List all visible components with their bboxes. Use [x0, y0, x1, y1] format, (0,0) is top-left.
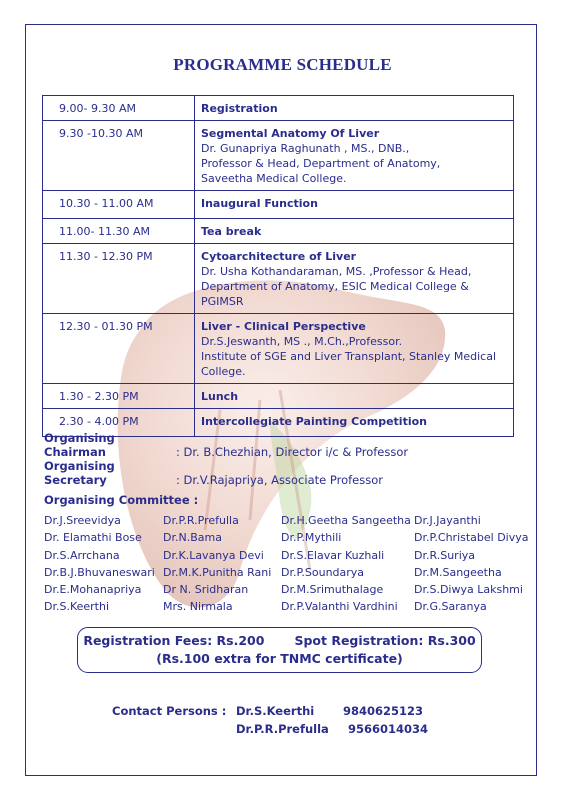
fees-line: [78, 632, 481, 650]
committee-member: Dr.E.Mohanapriya: [44, 583, 142, 597]
contact-label: Contact Persons :: [112, 704, 227, 718]
secretary-value: : Dr.V.Rajapriya, Associate Professor: [176, 473, 383, 487]
page-title: PROGRAMME SCHEDULE: [173, 55, 392, 74]
contact-name: Dr.P.R.Prefulla: [236, 722, 329, 736]
schedule-row: [43, 314, 514, 384]
event-title: Liver - Clinical Perspective: [201, 320, 366, 333]
schedule-event: [195, 314, 514, 384]
schedule-row: [43, 244, 514, 314]
fees-box: [77, 627, 482, 673]
committee-member: Dr.P.Valanthi Vardhini: [281, 600, 398, 614]
contact-name: Dr.S.Keerthi: [236, 704, 315, 718]
committee-member: Dr.G.Saranya: [414, 600, 487, 614]
contact-phone: 9840625123: [343, 704, 424, 718]
schedule-time: 11.00- 11.30 AM: [43, 219, 195, 244]
committee-member: Dr.P.R.Prefulla: [163, 514, 239, 527]
organising-chairman: [44, 431, 408, 459]
committee-member: Dr. Elamathi Bose: [44, 531, 142, 545]
schedule-event: [195, 219, 514, 244]
schedule-row: [43, 191, 514, 219]
schedule-time: 9.30 -10.30 AM: [43, 121, 195, 191]
event-detail: Dr.S.Jeswanth, MS ., M.Ch.,Professor.: [201, 335, 403, 348]
committee-member: Dr N. Sridharan: [163, 583, 249, 597]
event-title: Cytoarchitecture of Liver: [201, 250, 357, 263]
committee-column: [414, 512, 529, 616]
schedule-event: [195, 121, 514, 191]
committee-member: Dr.S.Keerthi: [44, 600, 110, 614]
event-title: Segmental Anatomy Of Liver: [201, 127, 380, 140]
committee-member: Dr.J.Jayanthi: [414, 514, 481, 527]
committee-column: [281, 512, 411, 616]
committee-member: Dr.N.Bama: [163, 531, 222, 545]
event-detail: Department of Anatomy, ESIC Medical College & PGIMSR: [201, 280, 469, 308]
event-detail: Institute of SGE and Liver Transplant, Stanley Medical College.: [201, 350, 497, 378]
committee-member: Dr.M.Sangeetha: [414, 565, 502, 579]
committee-member: Dr.S.Elavar Kuzhali: [281, 548, 385, 562]
schedule-row: [43, 219, 514, 244]
committee-member: Mrs. Nirmala: [163, 600, 233, 614]
committee-member: Dr.B.J.Bhuvaneswari: [44, 565, 155, 579]
event-detail: Saveetha Medical College.: [201, 172, 347, 185]
event-title: Intercollegiate Painting Competition: [201, 415, 427, 428]
committee-column: [163, 512, 271, 616]
chairman-value: : Dr. B.Chezhian, Director i/c & Professor: [176, 445, 409, 459]
spot-registration-fee: Spot Registration: Rs.300: [294, 633, 476, 648]
committee-member: Dr.S.Diwya Lakshmi: [414, 583, 523, 597]
event-title: Inaugural Function: [201, 197, 318, 210]
organising-secretary: [44, 459, 383, 487]
event-detail: Dr. Usha Kothandaraman, MS. ,Professor & Head,: [201, 265, 472, 278]
contact-phone: 9566014034: [348, 722, 429, 736]
schedule-time: 9.00- 9.30 AM: [43, 96, 195, 121]
committee-member: Dr.J.Sreevidya: [44, 514, 121, 527]
committee-member: Dr.R.Suriya: [414, 548, 476, 562]
committee-title: Organising Committee :: [44, 493, 199, 507]
event-title: Registration: [201, 102, 278, 115]
registration-fee: Registration Fees: Rs.200: [83, 633, 265, 648]
schedule-time: 2.30 - 4.00 PM: [43, 409, 195, 437]
committee-column: [44, 512, 155, 616]
committee-member: Dr.M.K.Punitha Rani: [163, 565, 272, 579]
schedule-event: [195, 244, 514, 314]
schedule-time: 12.30 - 01.30 PM: [43, 314, 195, 384]
committee-member: Dr.P.Mythili: [281, 531, 342, 545]
schedule-table: [42, 95, 514, 437]
event-title: Lunch: [201, 390, 239, 403]
event-detail: Dr. Gunapriya Raghunath , MS., DNB.,: [201, 142, 410, 155]
schedule-time: 10.30 - 11.00 AM: [43, 191, 195, 219]
committee-member: Dr.P.Soundarya: [281, 565, 365, 579]
schedule-time: 11.30 - 12.30 PM: [43, 244, 195, 314]
event-detail: Professor & Head, Department of Anatomy,: [201, 157, 441, 170]
committee-member: Dr.H.Geetha Sangeetha: [281, 514, 411, 527]
schedule-row: [43, 121, 514, 191]
schedule-time: 1.30 - 2.30 PM: [43, 384, 195, 409]
chairman-label: Organising Chairman: [44, 431, 115, 459]
event-title: Tea break: [201, 225, 262, 238]
schedule-event: [195, 384, 514, 409]
schedule-event: [195, 96, 514, 121]
secretary-label: Organising Secretary: [44, 459, 115, 487]
tnmc-note: (Rs.100 extra for TNMC certificate): [156, 651, 403, 666]
schedule-row: [43, 96, 514, 121]
schedule-event: [195, 191, 514, 219]
committee-member: Dr.S.Arrchana: [44, 548, 120, 562]
committee-member: Dr.M.Srimuthalage: [281, 583, 384, 597]
committee-member: Dr.K.Lavanya Devi: [163, 548, 264, 562]
schedule-row: [43, 384, 514, 409]
committee-member: Dr.P.Christabel Divya: [414, 531, 529, 545]
